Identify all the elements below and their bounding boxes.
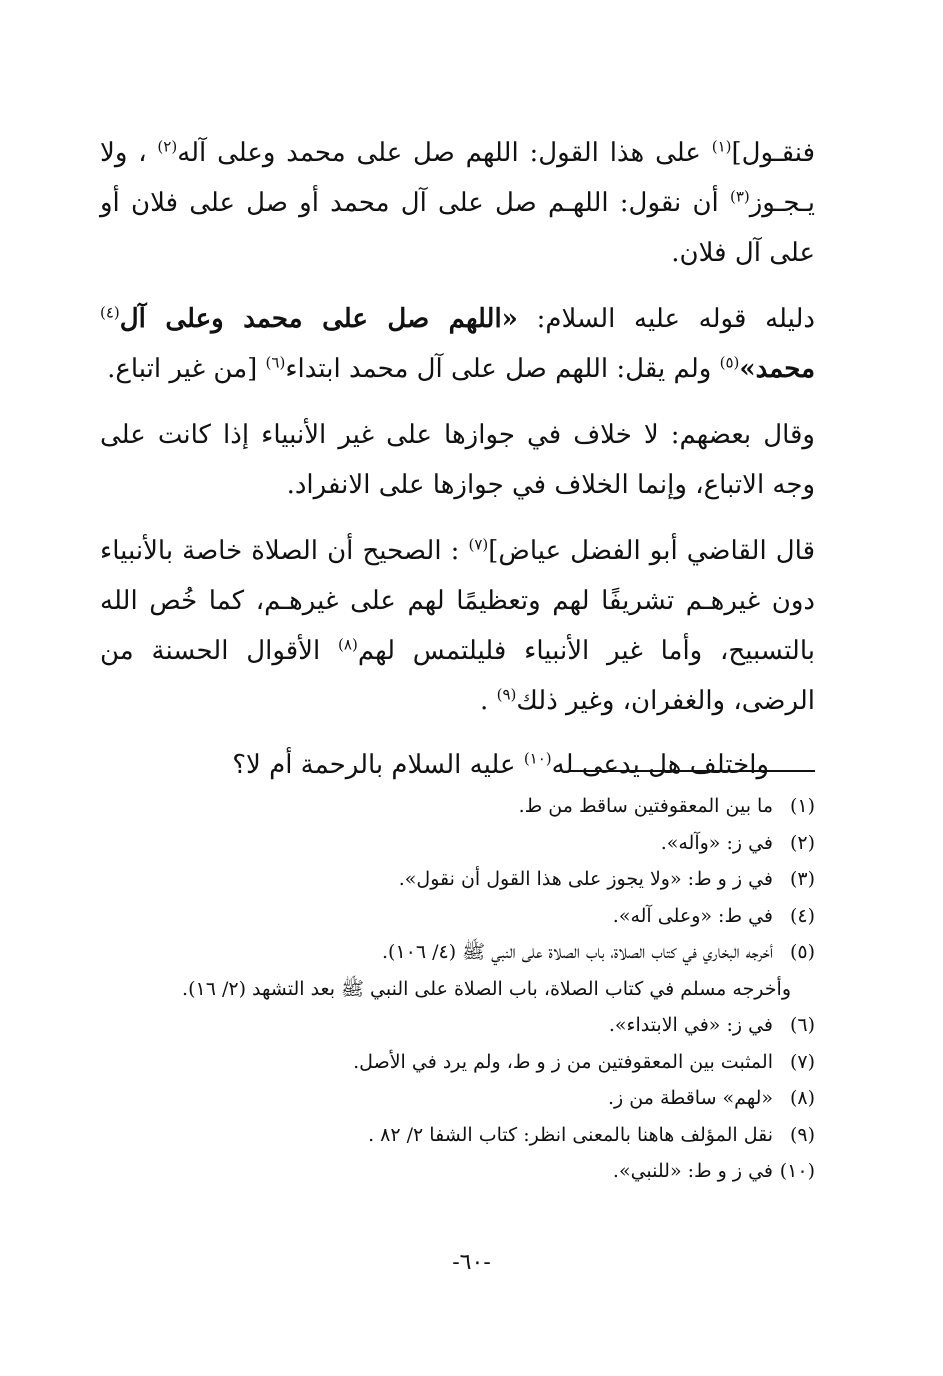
footnote-ref[interactable]: (٤) — [100, 303, 120, 322]
footnote-ref[interactable]: (٩) — [496, 685, 517, 704]
text-run: : الصحيح أن الصلاة خاصة بالأنبياء دون غيرهـم تشريفًا لهم وتعظيمًا لهم على غيرهـم، كما خُص الله بالتسبيح، وأما غير الأنبياء فليلتمس لهم — [100, 536, 816, 666]
footnote-number: (٥) — [789, 941, 815, 963]
text-run: فنقـول] — [731, 138, 815, 168]
footnote-ref[interactable]: (٧) — [468, 535, 489, 554]
footnote-text: في ط: «وعلى آله». — [612, 904, 773, 927]
footnote-ref[interactable]: (٨) — [338, 635, 358, 654]
footnote-text: أخرجه البخاري في كتاب الصلاة، باب الصلاة على النبي ﷺ (٤/ ١٠٦). — [381, 941, 773, 963]
text-run: ولم يقل: اللهم صل على آل محمد ابتداء — [285, 354, 720, 384]
page-body — [100, 128, 816, 1182]
text-run: أن نقول: اللهـم صل على آل محمد أو صل على فلان أو على آل فلان. — [100, 188, 815, 268]
footnote-number: (٢) — [789, 831, 815, 854]
footnote-number: (٩) — [789, 1123, 815, 1146]
paragraph-4 — [100, 526, 815, 726]
hadith-quote: «اللهم صل على محمد وعلى آل — [119, 304, 518, 334]
text-run: . — [480, 686, 497, 716]
footnote-text: «لهم» ساقطة من ز. — [608, 1087, 773, 1109]
paragraph-5 — [100, 740, 815, 790]
text-run: عليه السلام بالرحمة أم لا؟ — [232, 750, 524, 780]
text-run: قال القاضي أبو الفضل عياض] — [488, 536, 815, 566]
hadith-quote: محمد» — [739, 354, 815, 384]
footnote-7 — [100, 1044, 815, 1081]
footnote-6 — [100, 1007, 815, 1044]
footnote-text: ما بين المعقوفتين ساقط من ط. — [518, 795, 773, 817]
footnote-2 — [100, 825, 815, 862]
text-run: على هذا القول: اللهم صل على محمد وعلى آله — [177, 138, 712, 168]
footnote-9 — [100, 1117, 815, 1154]
footnote-ref[interactable]: (٥) — [719, 353, 740, 372]
footnote-1 — [100, 788, 815, 825]
text-run: واختلف هل يدعى له — [551, 750, 769, 780]
footnote-ref[interactable]: (١) — [711, 137, 732, 156]
footnote-text: وأخرجه مسلم في كتاب الصلاة، باب الصلاة على النبي ﷺ بعد التشهد (٢/ ١٦). — [182, 977, 791, 1000]
footnote-text: في ز و ط: «للنبي». — [612, 1160, 773, 1182]
footnote-text: في ز: «في الابتداء». — [608, 1014, 773, 1036]
footnote-ref[interactable]: (٣) — [729, 187, 750, 206]
footnote-number: (٨) — [789, 1087, 815, 1109]
footnote-8 — [100, 1080, 815, 1117]
text-run: [من غير اتباع. — [107, 354, 266, 384]
footnote-text: في ز و ط: «ولا يجوز على هذا القول أن نقول». — [398, 868, 773, 890]
footnote-number: (٦) — [789, 1014, 815, 1036]
footnote-4 — [100, 898, 815, 935]
text-run: دليله قوله عليه السلام: — [517, 304, 815, 334]
footnote-5 — [100, 934, 815, 971]
text-run: الأقوال الحسنة من الرضى، والغفران، وغير ذلك — [100, 636, 815, 716]
footnote-3 — [100, 861, 815, 898]
footnote-number: (٤) — [789, 904, 815, 927]
page-number: -٦٠- — [452, 1250, 491, 1275]
text-run: ، ولا يـجـوز — [100, 138, 815, 218]
paragraph-3: وقال بعضهم: لا خلاف في جوازها على غير الأنبياء إذا كانت على وجه الاتباع، وإنما الخلاف في جوازها على الانفراد. — [100, 420, 815, 500]
footnote-text: في ز: «وآله». — [660, 831, 773, 854]
footnotes — [100, 788, 815, 1190]
footnote-number: (١٠) — [779, 1160, 815, 1182]
footnote-number: (١) — [789, 795, 815, 817]
footnote-text: نقل المؤلف هاهنا بالمعنى انظر: كتاب الشفا ٢/ ٨٢ . — [368, 1123, 773, 1146]
footnote-number: (٣) — [789, 868, 815, 890]
footnote-ref[interactable]: (٢) — [157, 137, 178, 156]
footnote-ref[interactable]: (١٠) — [523, 749, 552, 768]
footnote-text: المثبت بين المعقوفتين من ز و ط، ولم يرد في الأصل. — [353, 1050, 773, 1073]
footnote-5-continued — [100, 971, 815, 1008]
footnote-10 — [100, 1153, 815, 1190]
paragraph-2 — [100, 294, 815, 394]
footnote-ref[interactable]: (٦) — [265, 353, 286, 372]
footnote-number: (٧) — [789, 1050, 815, 1073]
paragraph-1 — [100, 128, 815, 278]
footnote-separator — [570, 770, 815, 772]
